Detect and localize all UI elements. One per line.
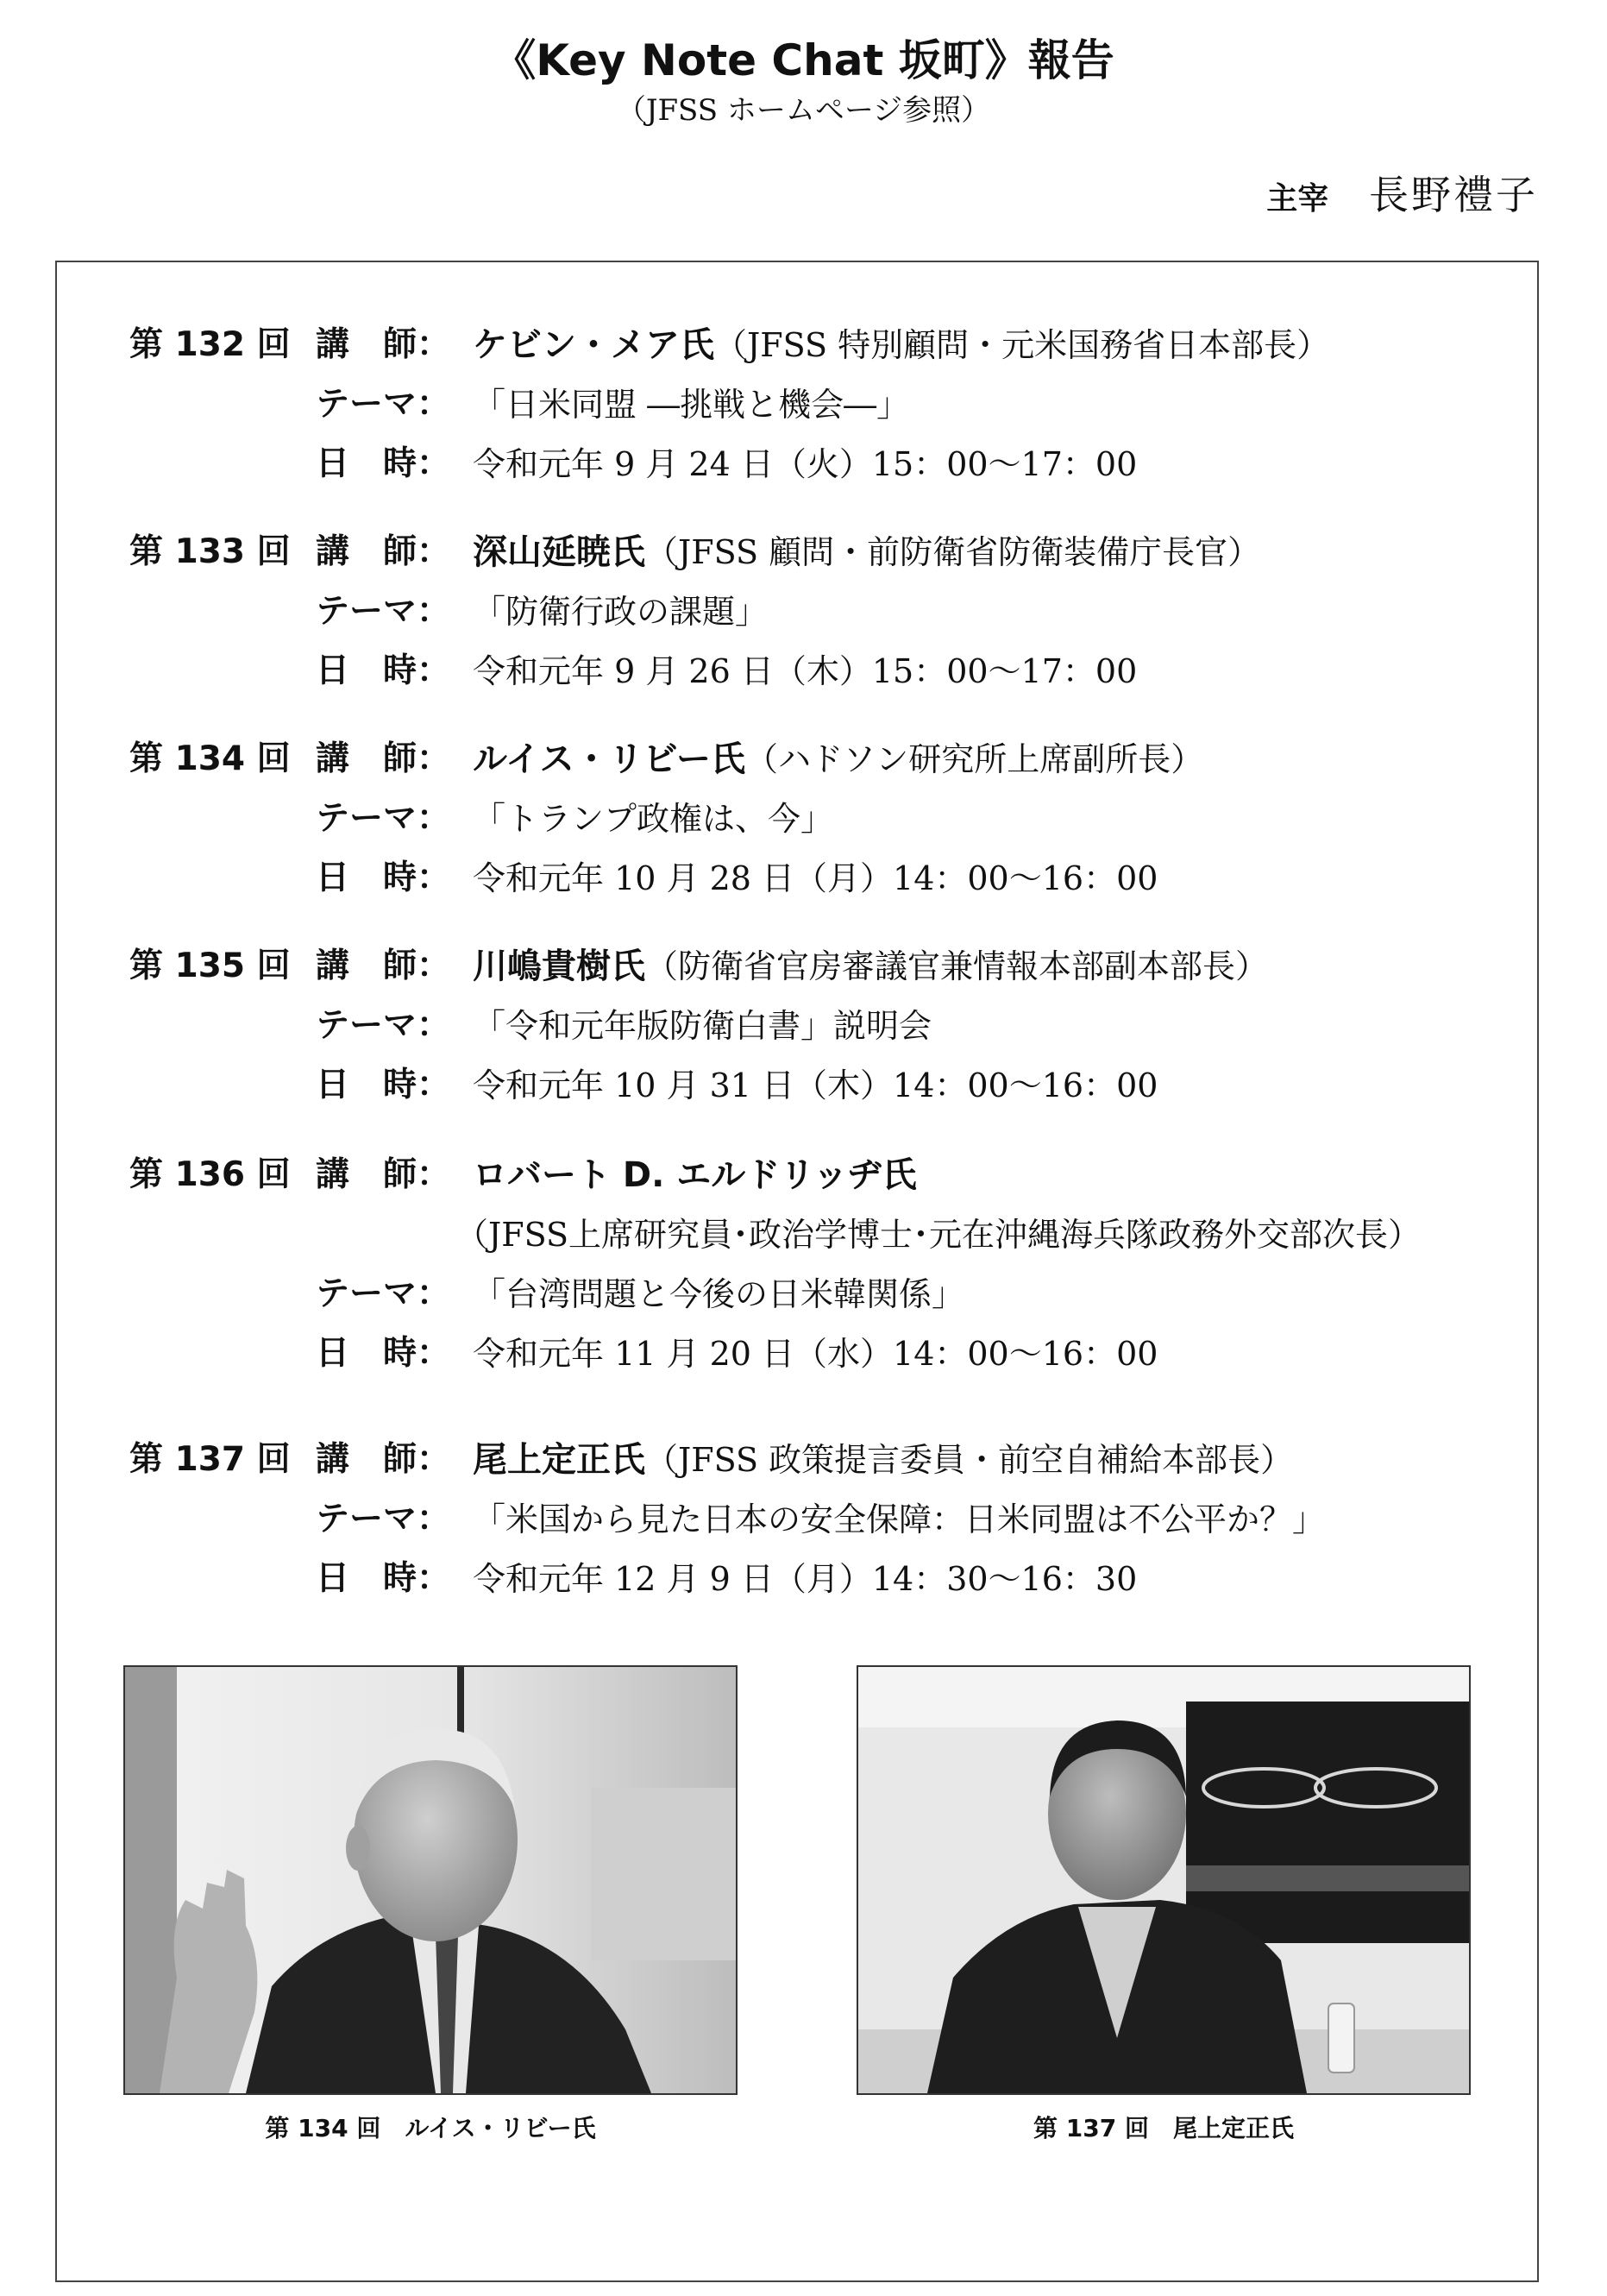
photo-caption-libby: 第 134 回 ルイス・リビー氏 — [265, 2114, 596, 2142]
session-number: 第 132 回 — [129, 325, 291, 364]
datetime-value: 令和元年 10 月 31 日（木）14：00～16：00 — [473, 1066, 1158, 1104]
theme-label: テーマ： — [316, 1274, 451, 1313]
datetime-value: 令和元年 12 月 9 日（月）14：30～16：30 — [473, 1560, 1138, 1598]
photo-caption-onoue: 第 137 回 尾上定正氏 — [1033, 2114, 1294, 2142]
session-number: 第 135 回 — [129, 947, 291, 985]
datetime-label: 日 時： — [316, 1559, 451, 1598]
speaker-name: 深山延暁氏 — [473, 532, 645, 572]
datetime-label: 日 時： — [316, 444, 451, 483]
theme-value: 「台湾問題と今後の日米韓関係」 — [473, 1275, 965, 1313]
speaker-name: ルイス・リビー氏 — [473, 739, 745, 779]
theme-label: テーマ： — [316, 1006, 451, 1045]
speaker-photo-libby-image — [125, 1667, 736, 2093]
report-subtitle: （JFSS ホームページ参照） — [616, 93, 991, 128]
speaker-affiliation: （JFSS 特別顧問・元米国務省日本部長） — [714, 326, 1330, 364]
speaker-name: 尾上定正氏 — [473, 1440, 645, 1480]
speaker-photo-libby — [123, 1665, 738, 2095]
report-title: 《Key Note Chat 坂町》報告 — [493, 35, 1114, 85]
theme-value: 「トランプ政権は、今」 — [473, 800, 834, 838]
datetime-value: 令和元年 10 月 28 日（月）14：00～16：00 — [473, 859, 1158, 897]
speaker-affiliation: （JFSS 顧問・前防衛省防衛装備庁長官） — [645, 533, 1261, 571]
datetime-label: 日 時： — [316, 651, 451, 690]
theme-label: テーマ： — [316, 592, 451, 631]
datetime-value: 令和元年 9 月 24 日（火）15：00～17：00 — [473, 445, 1138, 483]
lecturer-label: 講 師： — [316, 325, 451, 364]
speaker-photo-onoue — [857, 1665, 1471, 2095]
lecturer-label: 講 師： — [316, 739, 451, 778]
lecturer-label: 講 師： — [316, 532, 451, 571]
datetime-label: 日 時： — [316, 859, 451, 897]
theme-value: 「日米同盟 ―挑戦と機会―」 — [473, 386, 910, 424]
theme-label: テーマ： — [316, 799, 451, 838]
lecturer-label: 講 師： — [316, 947, 451, 985]
host-name: 長野禮子 — [1369, 172, 1538, 218]
session-number: 第 134 回 — [129, 739, 291, 778]
theme-label: テーマ： — [316, 385, 451, 424]
session-number: 第 133 回 — [129, 532, 291, 571]
speaker-name: 川嶋貴樹氏 — [473, 947, 645, 986]
datetime-label: 日 時： — [316, 1066, 451, 1104]
speaker-affiliation: （防衛省官房審議官兼情報本部副本部長） — [645, 947, 1269, 985]
speaker-photo-onoue-image — [858, 1667, 1469, 2093]
speaker-name: ケビン・メア氏 — [473, 325, 714, 365]
lecturer-label: 講 師： — [316, 1440, 451, 1479]
speaker-affiliation: （JFSS 政策提言委員・前空自補給本部長） — [645, 1441, 1294, 1479]
datetime-value: 令和元年 9 月 26 日（木）15：00～17：00 — [473, 652, 1138, 690]
session-number: 第 137 回 — [129, 1440, 291, 1479]
speaker-affiliation: （ハドソン研究所上席副所長） — [745, 740, 1204, 778]
host-label: 主宰 — [1266, 181, 1329, 217]
datetime-value: 令和元年 11 月 20 日（水）14：00～16：00 — [473, 1335, 1158, 1373]
theme-label: テーマ： — [316, 1500, 451, 1538]
theme-value: 「令和元年版防衛白書」説明会 — [473, 1007, 932, 1045]
speaker-affiliation: （JFSS上席研究員･政治学博士･元在沖縄海兵隊政務外交部次長） — [455, 1216, 1421, 1254]
session-number: 第 136 回 — [129, 1155, 291, 1194]
host-line — [1266, 164, 1538, 221]
speaker-name: ロバート D. エルドリッヂ氏 — [473, 1155, 917, 1195]
lecturer-label: 講 師： — [316, 1155, 451, 1194]
theme-value: 「防衛行政の課題」 — [473, 593, 769, 631]
theme-value: 「米国から見た日本の安全保障：日米同盟は不公平か？」 — [473, 1500, 1326, 1538]
datetime-label: 日 時： — [316, 1334, 451, 1373]
